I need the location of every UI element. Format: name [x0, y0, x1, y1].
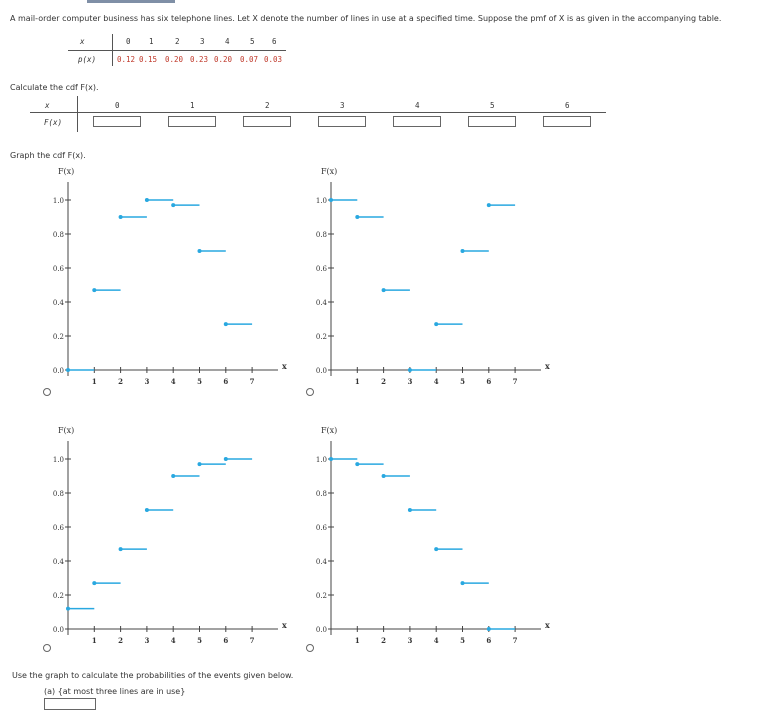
x-tick-label: 1	[354, 377, 360, 386]
pmf-x-value: 0	[126, 37, 131, 46]
pmf-p-label: p(x)	[78, 55, 97, 64]
y-tick-label: 0.6	[52, 524, 64, 532]
y-tick-label: 0.4	[315, 558, 327, 566]
y-axis-label: F(x)	[58, 426, 75, 435]
x-tick-label: 2	[381, 636, 387, 645]
y-tick-label: 0.4	[52, 558, 64, 566]
y-tick-label: 0.2	[52, 592, 64, 600]
x-tick-label: 4	[170, 377, 176, 386]
x-tick-label: 6	[223, 636, 229, 645]
x-tick-label: 5	[197, 636, 202, 645]
pmf-p-value: 0.15	[139, 55, 158, 64]
y-tick-label: 0.0	[52, 367, 64, 375]
cdf-step-point	[198, 249, 202, 253]
question-intro: A mail-order computer business has six telephone lines. Let X denote the number of lines in use at a specified time. Suppose the pmf of X is as given in the accompanying table.	[10, 14, 722, 23]
calc-prompt: Calculate the cdf F(x).	[10, 83, 99, 92]
x-tick-label: 4	[433, 377, 439, 386]
pmf-x-value: 1	[149, 37, 154, 46]
cdf-step-point	[92, 288, 96, 292]
x-tick-label: 5	[460, 636, 465, 645]
cdf-input-6[interactable]	[543, 116, 591, 127]
cdf-step-point	[461, 581, 465, 585]
x-tick-label: 6	[486, 636, 492, 645]
pmf-x-label: x	[80, 37, 85, 46]
part-a-input[interactable]	[44, 698, 96, 710]
cdf-input-0[interactable]	[93, 116, 141, 127]
y-tick-label: 0.6	[315, 524, 327, 532]
choice-radio-3[interactable]	[43, 644, 51, 652]
x-tick-label: 2	[118, 377, 124, 386]
pmf-rule	[68, 50, 286, 51]
pmf-p-value: 0.20	[214, 55, 233, 64]
cdf-step-point	[329, 457, 333, 461]
pmf-x-value: 4	[225, 37, 230, 46]
pmf-p-value: 0.12	[117, 55, 136, 64]
x-tick-label: 2	[381, 377, 387, 386]
cdf-step-point	[355, 462, 359, 466]
x-axis-label: x	[545, 361, 550, 371]
x-tick-label: 7	[512, 377, 518, 386]
x-axis-label: x	[545, 620, 550, 630]
y-tick-label: 0.6	[315, 265, 327, 273]
pmf-p-value: 0.23	[190, 55, 209, 64]
cdf-step-point	[224, 457, 228, 461]
y-tick-label: 0.8	[52, 490, 64, 498]
pmf-x-value: 6	[272, 37, 277, 46]
cdf-divider	[77, 96, 78, 132]
pmf-p-value: 0.20	[165, 55, 184, 64]
x-axis-label: x	[282, 620, 287, 630]
cdf-x-value: 4	[415, 101, 420, 110]
cdf-step-point	[382, 474, 386, 478]
x-tick-label: 7	[512, 636, 518, 645]
x-tick-label: 7	[249, 377, 255, 386]
cdf-step-point	[329, 198, 333, 202]
choice-radio-4[interactable]	[306, 644, 314, 652]
y-axis-label: F(x)	[321, 426, 338, 435]
x-tick-label: 3	[407, 377, 413, 386]
cdf-step-point	[145, 508, 149, 512]
x-tick-label: 5	[460, 377, 465, 386]
cdf-x-value: 2	[265, 101, 270, 110]
cdf-input-1[interactable]	[168, 116, 216, 127]
y-tick-label: 0.8	[315, 231, 327, 239]
pmf-x-value: 5	[250, 37, 255, 46]
cdf-input-5[interactable]	[468, 116, 516, 127]
y-tick-label: 0.8	[52, 231, 64, 239]
cdf-step-point	[408, 508, 412, 512]
x-tick-label: 6	[223, 377, 229, 386]
x-tick-label: 3	[144, 377, 150, 386]
choice-radio-2[interactable]	[306, 388, 314, 396]
x-tick-label: 2	[118, 636, 124, 645]
x-tick-label: 1	[91, 377, 97, 386]
cdf-step-point	[119, 547, 123, 551]
cdf-step-point	[66, 607, 70, 611]
y-tick-label: 0.2	[315, 333, 327, 341]
cdf-step-point	[171, 203, 175, 207]
x-tick-label: 4	[170, 636, 176, 645]
y-tick-label: 0.2	[52, 333, 64, 341]
cdf-step-point	[145, 198, 149, 202]
cdf-step-point	[355, 215, 359, 219]
y-axis-label: F(x)	[321, 167, 338, 176]
graph-prompt: Graph the cdf F(x).	[10, 151, 86, 160]
cdf-step-point	[92, 581, 96, 585]
pmf-x-value: 3	[200, 37, 205, 46]
cdf-x-label: x	[45, 101, 50, 110]
cdf-x-value: 5	[490, 101, 495, 110]
y-tick-label: 0.2	[315, 592, 327, 600]
cdf-step-point	[66, 368, 70, 372]
part-a-label: (a) {at most three lines are in use}	[44, 687, 186, 696]
y-tick-label: 0.4	[52, 299, 64, 307]
cdf-input-3[interactable]	[318, 116, 366, 127]
y-tick-label: 0.8	[315, 490, 327, 498]
choice-radio-1[interactable]	[43, 388, 51, 396]
cdf-input-4[interactable]	[393, 116, 441, 127]
prob-prompt: Use the graph to calculate the probabilities of the events given below.	[12, 671, 294, 680]
cdf-step-point	[487, 627, 491, 631]
y-tick-label: 1.0	[315, 456, 327, 464]
cdf-x-value: 0	[115, 101, 120, 110]
x-tick-label: 3	[144, 636, 150, 645]
y-tick-label: 0.0	[315, 367, 327, 375]
y-tick-label: 0.0	[315, 626, 327, 634]
pmf-p-value: 0.03	[264, 55, 283, 64]
cdf-step-point	[434, 322, 438, 326]
x-tick-label: 4	[433, 636, 439, 645]
cdf-x-value: 1	[190, 101, 195, 110]
cdf-step-point	[171, 474, 175, 478]
x-tick-label: 7	[249, 636, 255, 645]
cdf-rule	[30, 112, 606, 113]
y-tick-label: 0.0	[52, 626, 64, 634]
cdf-step-point	[487, 203, 491, 207]
y-tick-label: 0.6	[52, 265, 64, 273]
cdf-step-point	[434, 547, 438, 551]
y-tick-label: 1.0	[315, 197, 327, 205]
x-tick-label: 6	[486, 377, 492, 386]
y-tick-label: 1.0	[52, 197, 64, 205]
cdf-step-point	[408, 368, 412, 372]
x-tick-label: 5	[197, 377, 202, 386]
x-axis-label: x	[282, 361, 287, 371]
cdf-step-point	[382, 288, 386, 292]
y-tick-label: 0.4	[315, 299, 327, 307]
cdf-step-point	[461, 249, 465, 253]
x-tick-label: 3	[407, 636, 413, 645]
cdf-step-point	[224, 322, 228, 326]
x-tick-label: 1	[91, 636, 97, 645]
cdf-f-label: F(x)	[44, 118, 63, 127]
cdf-step-point	[198, 462, 202, 466]
top-accent-bar	[87, 0, 175, 3]
pmf-x-value: 2	[175, 37, 180, 46]
pmf-p-value: 0.07	[240, 55, 259, 64]
x-tick-label: 1	[354, 636, 360, 645]
cdf-input-2[interactable]	[243, 116, 291, 127]
y-axis-label: F(x)	[58, 167, 75, 176]
cdf-step-point	[119, 215, 123, 219]
cdf-x-value: 6	[565, 101, 570, 110]
cdf-x-value: 3	[340, 101, 345, 110]
y-tick-label: 1.0	[52, 456, 64, 464]
